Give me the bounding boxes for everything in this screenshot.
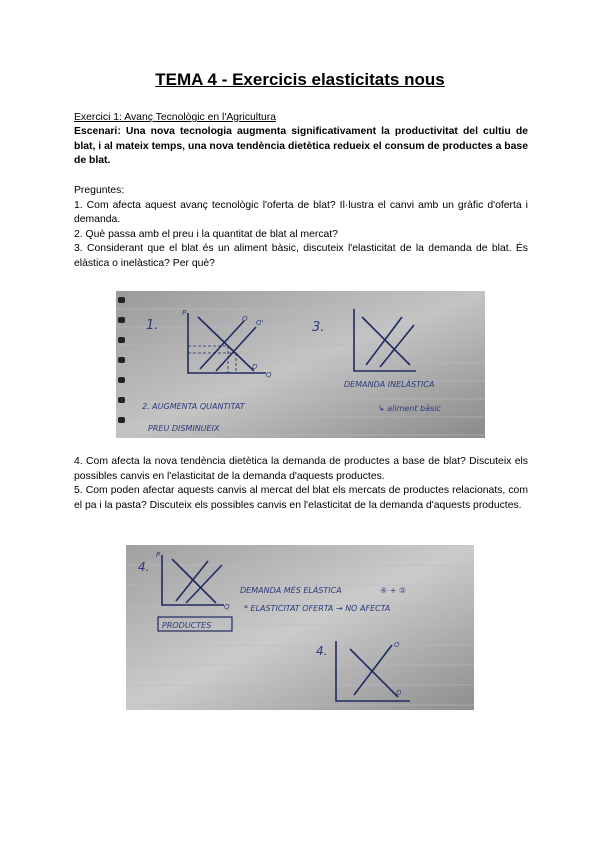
question-2: 2. Què passa amb el preu i la quantitat de blat al mercat? <box>74 228 338 240</box>
supply-shift-label: O' <box>256 319 264 327</box>
question-1: 1. Com afecta aquest avanç tecnològic l'oferta de blat? Il·lustra el canvi amb un gràfic d'oferta i demanda. <box>74 199 528 225</box>
question-5: 5. Com poden afectar aquests canvis al mercat del blat els mercats de productes relacionats, com el pa i la pasta? Discuteix els possibles canvis en l'elasticitat de la demanda d'aquests productes. <box>74 485 528 511</box>
note-number-4-b: 4. <box>316 644 328 658</box>
note-basic-food: ↳ aliment bàsic <box>378 404 441 413</box>
note-products-box: PRODUCTES <box>162 621 212 630</box>
handwritten-notes-photo-2 <box>126 545 474 710</box>
scenario-label: Escenari: <box>74 126 121 137</box>
note-number-1: 1. <box>146 318 159 333</box>
handwritten-notes-photo-1 <box>116 291 485 438</box>
scenario-text: Una nova tecnologia augmenta significativament la productivitat del cultiu de blat, i al mateix temps, una nova tendència dietètica redueix el consum de productes a base de blat. <box>74 126 528 166</box>
questions-block-2 <box>74 455 528 513</box>
demand-label-2: D <box>396 689 402 697</box>
note-more-elastic-demand: DEMANDA MÉS ELÀSTICA <box>240 586 342 595</box>
axis-q-label-2: Q <box>224 603 230 611</box>
exercise-subtitle: Exercici 1: Avanç Tecnològic en l'Agricultura <box>74 112 277 123</box>
note-number-3: 3. <box>312 320 325 335</box>
axis-q-label: Q <box>266 371 272 379</box>
note-number-4: 4. <box>138 560 150 574</box>
demand-label: D <box>252 363 258 371</box>
note-quantity-increases: 2. AUGMENTA QUANTITAT <box>142 402 245 411</box>
question-3: 3. Considerant que el blat és un aliment bàsic, discuteix l'elasticitat de la demanda de blat. És elàstica o inelàstica? Per què? <box>74 243 528 269</box>
scenario-paragraph <box>74 125 528 169</box>
questions-block-1 <box>74 184 528 271</box>
note-price-decreases: PREU DISMINUEIX <box>148 424 220 433</box>
note-questions-ref: ④ + ⑤ <box>380 586 407 595</box>
axis-p-label: P <box>182 309 187 317</box>
axis-p-label-2: P <box>156 551 161 559</box>
note-supply-elasticity: * ELASTICITAT OFERTA → NO AFECTA <box>244 604 391 613</box>
page-title: TEMA 4 - Exercicis elasticitats nous <box>155 70 445 89</box>
questions-label: Preguntes: <box>74 185 125 196</box>
supply-label-2: O <box>394 641 400 649</box>
question-4: 4. Com afecta la nova tendència dietètica la demanda de productes a base de blat? Discuteix els possibles canvis en l'elasticitat de la demanda d'aquests productes. <box>74 456 528 482</box>
note-inelastic-demand: DEMANDA INELÀSTICA <box>344 380 435 389</box>
supply-label: O <box>242 315 248 323</box>
